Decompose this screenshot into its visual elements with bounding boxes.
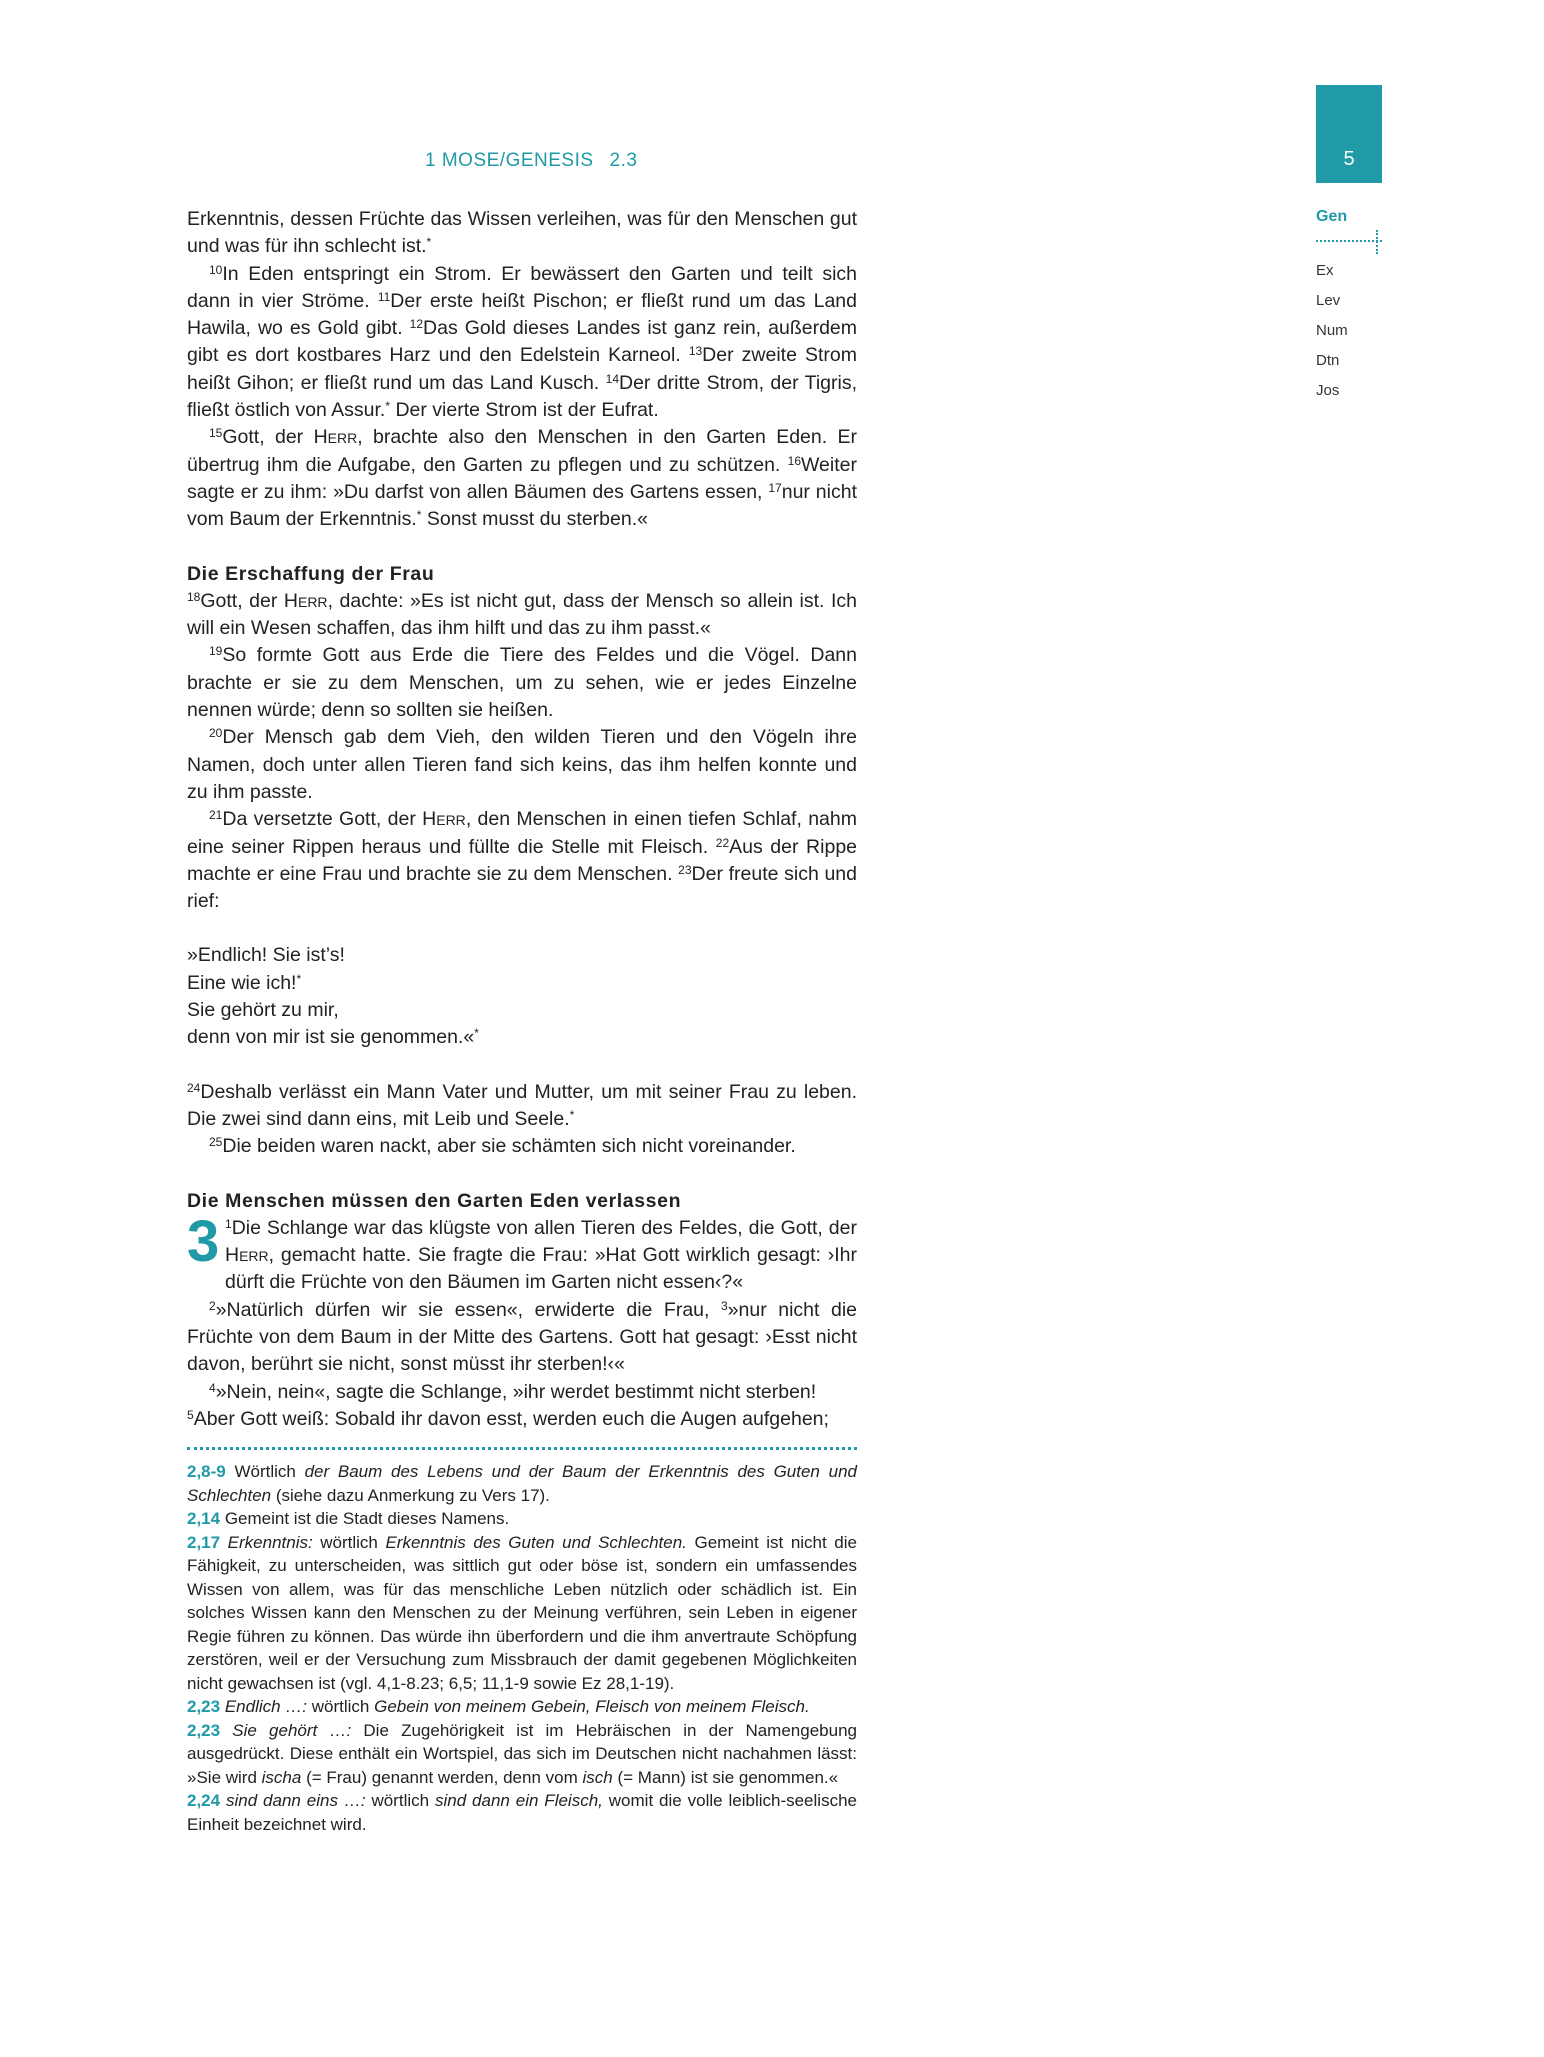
verse-number: 19 (209, 644, 223, 659)
sidebar-current-book[interactable]: Gen (1316, 208, 1348, 225)
verse-number: 12 (409, 317, 424, 332)
poem-line: Sie gehört zu mir, (187, 999, 339, 1022)
book-title: 1 MOSE/GENESIS (425, 150, 594, 171)
page-number: 5 (1343, 148, 1355, 170)
running-header (425, 150, 637, 172)
verse-number: 22 (715, 835, 730, 850)
verse-number: 13 (688, 344, 703, 359)
footnote-ref[interactable]: 2,17 (187, 1532, 221, 1552)
sidebar-item-lev[interactable]: Lev (1316, 292, 1341, 309)
footnote-marker[interactable]: * (569, 1107, 575, 1122)
footnote: 2,17 Erkenntnis: wörtlich Erkenntnis des Guten und Schlechten. Gemeint ist nicht die Fähigkeit, zu unterscheiden, was sittlich gut oder böse ist, sondern ein umfassendes Wissen von allem, was für das menschliche Leben nützlich oder schädlich ist. Ein solches Wissen kann den Menschen zu der Meinung verführen, sein Leben in eigener Regie führen zu können. Das würde ihn überfordern und die ihm anvertraute Schöpfung zerstören, weil er der Versuchung zum Missbrauch der damit gegebenen Möglichkeiten nicht gewachsen ist (vgl. 4,1-8.23; 6,5; 11,1-9 sowie Ez 28,1-19). (187, 1532, 857, 1693)
footnote-ref[interactable]: 2,23 (187, 1720, 221, 1740)
sidebar-item-ex[interactable]: Ex (1316, 262, 1334, 279)
sidebar-item-num[interactable]: Num (1316, 322, 1348, 339)
poem-line: denn von mir ist sie genommen.«* (187, 1026, 479, 1049)
footnote: 2,23 Endlich …: wörtlich Gebein von meinem Gebein, Fleisch von meinem Fleisch. (187, 1697, 810, 1717)
footnotes (187, 1460, 857, 1836)
paragraph: $^{25}$Die beiden waren nackt, aber sie schämten sich nicht voreinander. (209, 1135, 796, 1158)
paragraph: $^2$»Natürlich dürfen wir sie essen«, erwiderte die Frau, $^3$»nur nicht die Früchte von dem Baum in der Mitte des Gartens. Gott hat gesagt: ›Esst nicht davon, berührt sie nicht, sonst müsst ihr sterben!‹« (187, 1298, 857, 1376)
verse-number: 18 (187, 589, 201, 604)
footnote-ref[interactable]: 2,14 (187, 1509, 221, 1529)
verse-number: 2 (209, 1298, 216, 1313)
footnote: 2,8-9 Wörtlich der Baum des Lebens und der Baum der Erkenntnis des Guten und Schlechten (siehe dazu Anmerkung zu Vers 17). (187, 1462, 857, 1505)
sidebar-divider (1316, 240, 1382, 242)
footnote: 2,24 sind dann eins …: wörtlich sind dann ein Fleisch, womit die volle leiblich-seelische Einheit bezeichnet wird. (187, 1791, 857, 1834)
paragraph: $^{19}$So formte Gott aus Erde die Tiere des Feldes und die Vögel. Dann brachte er sie zu dem Menschen, um zu sehen, wie er jedes Einzelne nennen würde; denn so sollten sie heißen. (187, 644, 857, 722)
footnote-marker[interactable]: * (385, 399, 391, 414)
verse-number: 21 (209, 808, 223, 823)
paragraph: $^1$Die Schlange war das klügste von allen Tieren des Feldes, die Gott, der Herr, gemacht hatte. Sie fragte die Frau: »Hat Gott wirklich gesagt: ›Ihr dürft die Früchte von den Bäumen im Garten nicht essen‹?« (225, 1216, 857, 1294)
paragraph: $^{10}$In Eden entspringt ein Strom. Er bewässert den Garten und teilt sich dann in vier Ströme. $^{11}$Der erste heißt Pischon; er fließt rund um das Land Hawila, wo es Gold gibt. $^{12}$Das Gold dieses Landes ist ganz rein, außerdem gibt es dort kostbares Harz und den Edelstein Karneol. $^{13}$Der zweite Strom heißt Gihon; er fließt rund um das Land Kusch. $^{14}$Der dritte Strom, der Tigris, fließt östlich von Assur.* Der vierte Strom ist der Eufrat. (187, 262, 858, 422)
page-number-tab (1316, 85, 1382, 183)
footnote: 2,14 Gemeint ist die Stadt dieses Namens. (187, 1509, 510, 1529)
paragraph: $^{21}$Da versetzte Gott, der Herr, den Menschen in einen tiefen Schlaf, nahm eine seiner Rippen heraus und füllte die Stelle mit Fleisch. $^{22}$Aus der Rippe machte er eine Frau und brachte sie zu dem Menschen. $^{23}$Der freute sich und rief: (187, 808, 858, 913)
section-heading: Die Menschen müssen den Garten Eden verlassen (187, 1189, 682, 1212)
paragraph: $^4$»Nein, nein«, sagte die Schlange, »ihr werdet bestimmt nicht sterben! (209, 1380, 817, 1403)
footnote-marker[interactable]: * (416, 508, 422, 523)
poem-line: Eine wie ich!* (187, 971, 302, 994)
sidebar-item-jos[interactable]: Jos (1316, 382, 1340, 399)
verse-number: 25 (209, 1135, 223, 1150)
verse-number: 11 (377, 289, 391, 304)
verse-number: 10 (209, 262, 223, 277)
verse-number: 1 (225, 1216, 232, 1231)
footnote-ref[interactable]: 2,23 (187, 1697, 221, 1717)
poem-line: »Endlich! Sie ist’s! (187, 944, 345, 967)
footnote-divider (187, 1447, 857, 1450)
verse-number: 23 (678, 862, 692, 877)
chapter-reference: 2.3 (609, 150, 638, 171)
verse-number: 24 (187, 1080, 201, 1095)
footnote-ref[interactable]: 2,24 (187, 1791, 221, 1811)
footnote-marker[interactable]: * (296, 971, 302, 986)
verse-number: 4 (209, 1380, 216, 1395)
verse-number: 3 (720, 1298, 728, 1313)
main-text (187, 206, 857, 1836)
verse-number: 20 (209, 726, 223, 741)
footnote-marker[interactable]: * (426, 235, 432, 250)
footnote-marker[interactable]: * (474, 1026, 479, 1041)
paragraph: $^5$Aber Gott weiß: Sobald ihr davon esst, werden euch die Augen aufgehen; (187, 1407, 829, 1430)
paragraph: $^{15}$Gott, der Herr, brachte also den Menschen in den Garten Eden. Er übertrug ihm die Aufgabe, den Garten zu pflegen und zu schützen. $^{16}$Weiter sagte er zu ihm: »Du darfst von allen Bäumen des Gartens essen, $^{17}$nur nicht vom Baum der Erkenntnis.* Sonst musst du sterben.« (187, 426, 858, 531)
sidebar-item-dtn[interactable]: Dtn (1316, 352, 1340, 369)
paragraph: Erkenntnis, dessen Früchte das Wissen verleihen, was für den Menschen gut und was für ihn schlecht ist.* (187, 208, 857, 258)
chapter-start (187, 1208, 857, 1297)
verse-number: 16 (787, 453, 801, 468)
verse-number: 5 (187, 1407, 194, 1422)
chapter-number: 3 (187, 1208, 220, 1274)
verse-number: 15 (209, 426, 223, 441)
paragraph: $^{24}$Deshalb verlässt ein Mann Vater und Mutter, um mit seiner Frau zu leben. Die zwei sind dann eins, mit Leib und Seele.* (187, 1080, 857, 1130)
book-index-sidebar (1316, 208, 1382, 406)
footnote-ref[interactable]: 2,8-9 (187, 1462, 226, 1482)
verse-number: 17 (768, 480, 782, 495)
footnote: 2,23 Sie gehört …: Die Zugehörigkeit ist im Hebräischen in der Namengebung ausgedrückt. Diese enthält ein Wortspiel, das sich im Deutschen nicht nachahmen lässt: »Sie wird ischa (= Frau) genannt werden, denn vom isch (= Mann) ist sie genommen.« (187, 1720, 857, 1787)
verse-number: 14 (605, 371, 619, 386)
paragraph: $^{20}$Der Mensch gab dem Vieh, den wilden Tieren und den Vögeln ihre Namen, doch unter allen Tieren fand sich keins, das ihm helfen konnte und zu ihm passte. (187, 726, 857, 803)
paragraph: $^{18}$Gott, der Herr, dachte: »Es ist nicht gut, dass der Mensch so allein ist. Ich will ein Wesen schaffen, das ihm hilft und das zu ihm passt.« (187, 589, 857, 640)
section-heading: Die Erschaffung der Frau (187, 562, 435, 585)
